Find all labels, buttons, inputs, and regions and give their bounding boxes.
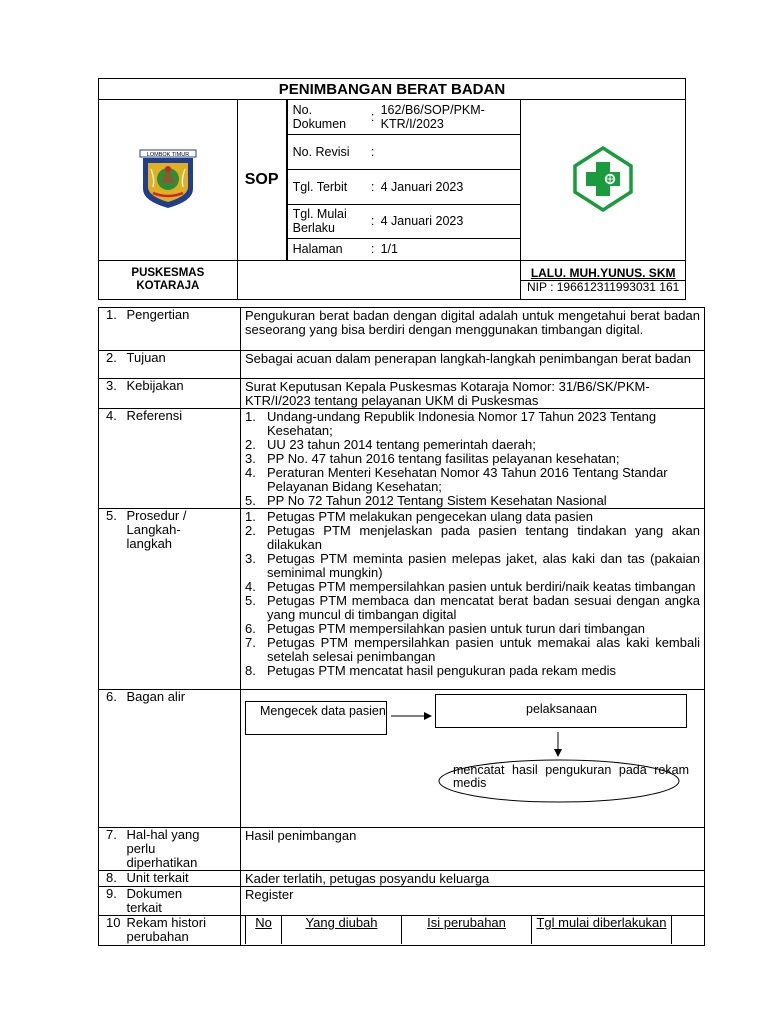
section-content: Sebagai acuan dalam penerapan langkah-langkah penimbangan berat badan xyxy=(241,351,705,379)
column-header: Isi perubahan xyxy=(402,916,532,944)
section-label: Unit terkait xyxy=(127,871,241,887)
sop-body-table xyxy=(98,307,705,946)
revision-table xyxy=(245,916,704,944)
section-label: Bagan alir xyxy=(127,690,241,828)
list-item: 6. Petugas PTM mempersilahkan pasien untuk turun dari timbangan xyxy=(245,621,645,636)
meta-value: 1/1 xyxy=(380,242,398,257)
section-row: 7. Hal-hal yang perlu diperhatikan Hasil penimbangan xyxy=(99,828,705,871)
section-label: Pengertian xyxy=(127,308,241,351)
section-label: Rekam histori perubahan xyxy=(127,916,241,946)
section-content: Hasil penimbangan xyxy=(241,828,705,871)
meta-label: No. Dokumen xyxy=(287,100,367,134)
list-item: 3. PP No. 47 tahun 2016 tentang fasilitas pelayanan kesehatan; xyxy=(245,451,620,466)
section-label: Tujuan xyxy=(127,351,241,379)
section-row: 5. Prosedur / Langkah-langkah 1. Petugas PTM melakukan pengecekan ulang data pasien 2. Petugas PTM menjelaskan pada pasien tentang tindakan yang akan dilakukan 3. Petugas PTM meminta pasien melepas jaket, alas kaki dan tas (pakaian seminimal mungkin) 4. Petugas PTM mempersilahkan pasien untuk berdiri/naik keatas timbangan 5. Petugas PTM membaca dan mencatat berat badan sesuai dengan angka yang muncul di timbangan digital 6. Petugas PTM mempersilahkan pasien untuk turun dari timbangan 7. Petugas PTM mempersilahkan pasien untuk memakai alas kaki kembali setelah selesai penimbangan 8. Petugas PTM mencatat hasil pengukuran pada rekam medis xyxy=(99,509,705,690)
left-logo-cell xyxy=(99,100,238,261)
column-header: No xyxy=(246,916,282,944)
section-row: 9. Dokumen terkait Register xyxy=(99,887,705,916)
prosedur-list xyxy=(245,510,700,678)
list-item: 1. Undang-undang Republik Indonesia Nomor 17 Tahun 2023 Tentang Kesehatan; xyxy=(245,409,657,438)
flow-step-check-data: Mengecek data pasien xyxy=(245,701,387,735)
list-item: 5. PP No 72 Tahun 2012 Tentang Sistem Kesehatan Nasional xyxy=(245,493,607,508)
signer-nip: NIP : 196612311993031 161 xyxy=(521,280,685,294)
section-label: Referensi xyxy=(127,409,241,509)
meta-label: No. Revisi xyxy=(287,134,367,169)
section-content: Pengukuran berat badan dengan digital adalah untuk mengetahui berat badan seseorang yang bisa berdiri dengan menggunakan timbangan digital. xyxy=(241,308,705,351)
signer-block xyxy=(521,261,686,300)
sop-label: SOP xyxy=(237,100,286,261)
list-item: 1. Petugas PTM melakukan pengecekan ulang data pasien xyxy=(245,509,593,524)
document-meta: No. Dokumen : 162/B6/SOP/PKM-KTR/I/2023 No. Revisi : Tgl. Terbit : 4 Januari 2023 Tgl. Mulai Berlaku : 4 Januari 2023 Halaman : 1/1 xyxy=(286,100,521,261)
flow-arrow-right-icon xyxy=(389,710,434,722)
column-header: Tgl mulai diberlakukan xyxy=(532,916,672,944)
section-content xyxy=(241,409,705,509)
lombok-timur-emblem-icon xyxy=(139,149,197,209)
empty-cell xyxy=(672,916,705,944)
section-label: Dokumen terkait xyxy=(127,887,241,916)
meta-label: Halaman xyxy=(287,238,367,260)
sop-header xyxy=(98,78,686,300)
section-content xyxy=(241,509,705,690)
section-row: 8. Unit terkait Kader terlatih, petugas posyandu keluarga xyxy=(99,871,705,887)
column-header: Yang diubah xyxy=(282,916,402,944)
section-row: 3. Kebijakan Surat Keputusan Kepala Puskesmas Kotaraja Nomor: 31/B6/SK/PKM-KTR/I/2023 tentang pelayanan UKM di Puskesmas xyxy=(99,379,705,409)
referensi-list xyxy=(245,410,700,508)
flow-step-pelaksanaan: pelaksanaan xyxy=(435,694,687,728)
right-logo-cell xyxy=(521,100,686,261)
section-content: Kader terlatih, petugas posyandu keluarga xyxy=(241,871,705,887)
list-item: 4. Petugas PTM mempersilahkan pasien untuk berdiri/naik keatas timbangan xyxy=(245,579,696,594)
section-row: 2. Tujuan Sebagai acuan dalam penerapan langkah-langkah penimbangan berat badan xyxy=(99,351,705,379)
revision-history xyxy=(241,916,705,946)
flow-arrow-down-icon xyxy=(552,730,564,760)
list-item: 2. UU 23 tahun 2014 tentang pemerintah daerah; xyxy=(245,437,536,452)
section-row: 1. Pengertian Pengukuran berat badan dengan digital adalah untuk mengetahui berat badan seseorang yang bisa berdiri dengan menggunakan timbangan digital. xyxy=(99,308,705,351)
meta-label: Tgl. Terbit xyxy=(287,169,367,204)
list-item: 3. Petugas PTM meminta pasien melepas jaket, alas kaki dan tas (pakaian seminimal mungkin) xyxy=(245,551,700,580)
document-title: PENIMBANGAN BERAT BADAN xyxy=(99,79,686,100)
section-content: Register xyxy=(241,887,705,916)
section-row: 6. Bagan alir Mengecek data pasien pelaksanaan mencatat hasil pengukuran pada rekam medis xyxy=(99,690,705,828)
meta-value: 4 Januari 2023 xyxy=(379,204,521,238)
section-content: Surat Keputusan Kepala Puskesmas Kotaraja Nomor: 31/B6/SK/PKM-KTR/I/2023 tentang pelayanan UKM di Puskesmas xyxy=(241,379,705,409)
section-label: Hal-hal yang perlu diperhatikan xyxy=(127,828,241,871)
list-item: 4. Peraturan Menteri Kesehatan Nomor 43 Tahun 2016 Tentang Standar Pelayanan Bidang Kesehatan; xyxy=(245,465,668,494)
section-label: Prosedur / Langkah-langkah xyxy=(127,509,241,690)
meta-value: 162/B6/SOP/PKM-KTR/I/2023 xyxy=(379,100,521,134)
meta-label: Tgl. Mulai Berlaku xyxy=(287,204,367,238)
meta-value: 4 Januari 2023 xyxy=(379,169,521,204)
list-item: 8. Petugas PTM mencatat hasil pengukuran pada rekam medis xyxy=(245,663,617,678)
list-item: 7. Petugas PTM mempersilahkan pasien untuk memakai alas kaki kembali setelah selesai penimbangan xyxy=(245,635,700,664)
section-label: Kebijakan xyxy=(127,379,241,409)
flowchart xyxy=(241,690,705,828)
section-row: 10 Rekam histori perubahan No Yang diubah Isi perubahan Tgl mulai diberlakukan xyxy=(99,916,705,946)
list-item: 5. Petugas PTM membaca dan mencatat berat badan sesuai dengan angka yang muncul di timbangan digital xyxy=(245,593,700,622)
list-item: 2. Petugas PTM menjelaskan pada pasien tentang tindakan yang akan dilakukan xyxy=(245,523,700,552)
flow-step-record-results: mencatat hasil pengukuran pada rekam medis xyxy=(453,763,689,790)
signer-name: LALU. MUH.YUNUS. SKM xyxy=(530,265,676,280)
section-row: 4. Referensi 1. Undang-undang Republik Indonesia Nomor 17 Tahun 2023 Tentang Kesehatan; 2. UU 23 tahun 2014 tentang pemerintah daerah; 3. PP No. 47 tahun 2016 tentang fasilitas pelayanan kesehatan; 4. Peraturan Menteri Kesehatan Nomor 43 Tahun 2016 Tentang Standar Pelayanan Bidang Kesehatan; 5. PP No 72 Tahun 2012 Tentang Sistem Kesehatan Nasional xyxy=(99,409,705,509)
emblem-caption: LOMBOK TIMUR xyxy=(146,151,190,158)
organization-name: PUSKESMAS KOTARAJA xyxy=(99,261,238,300)
meta-value xyxy=(379,134,521,169)
puskesmas-logo-icon xyxy=(573,146,633,212)
footer-blank xyxy=(237,261,521,300)
